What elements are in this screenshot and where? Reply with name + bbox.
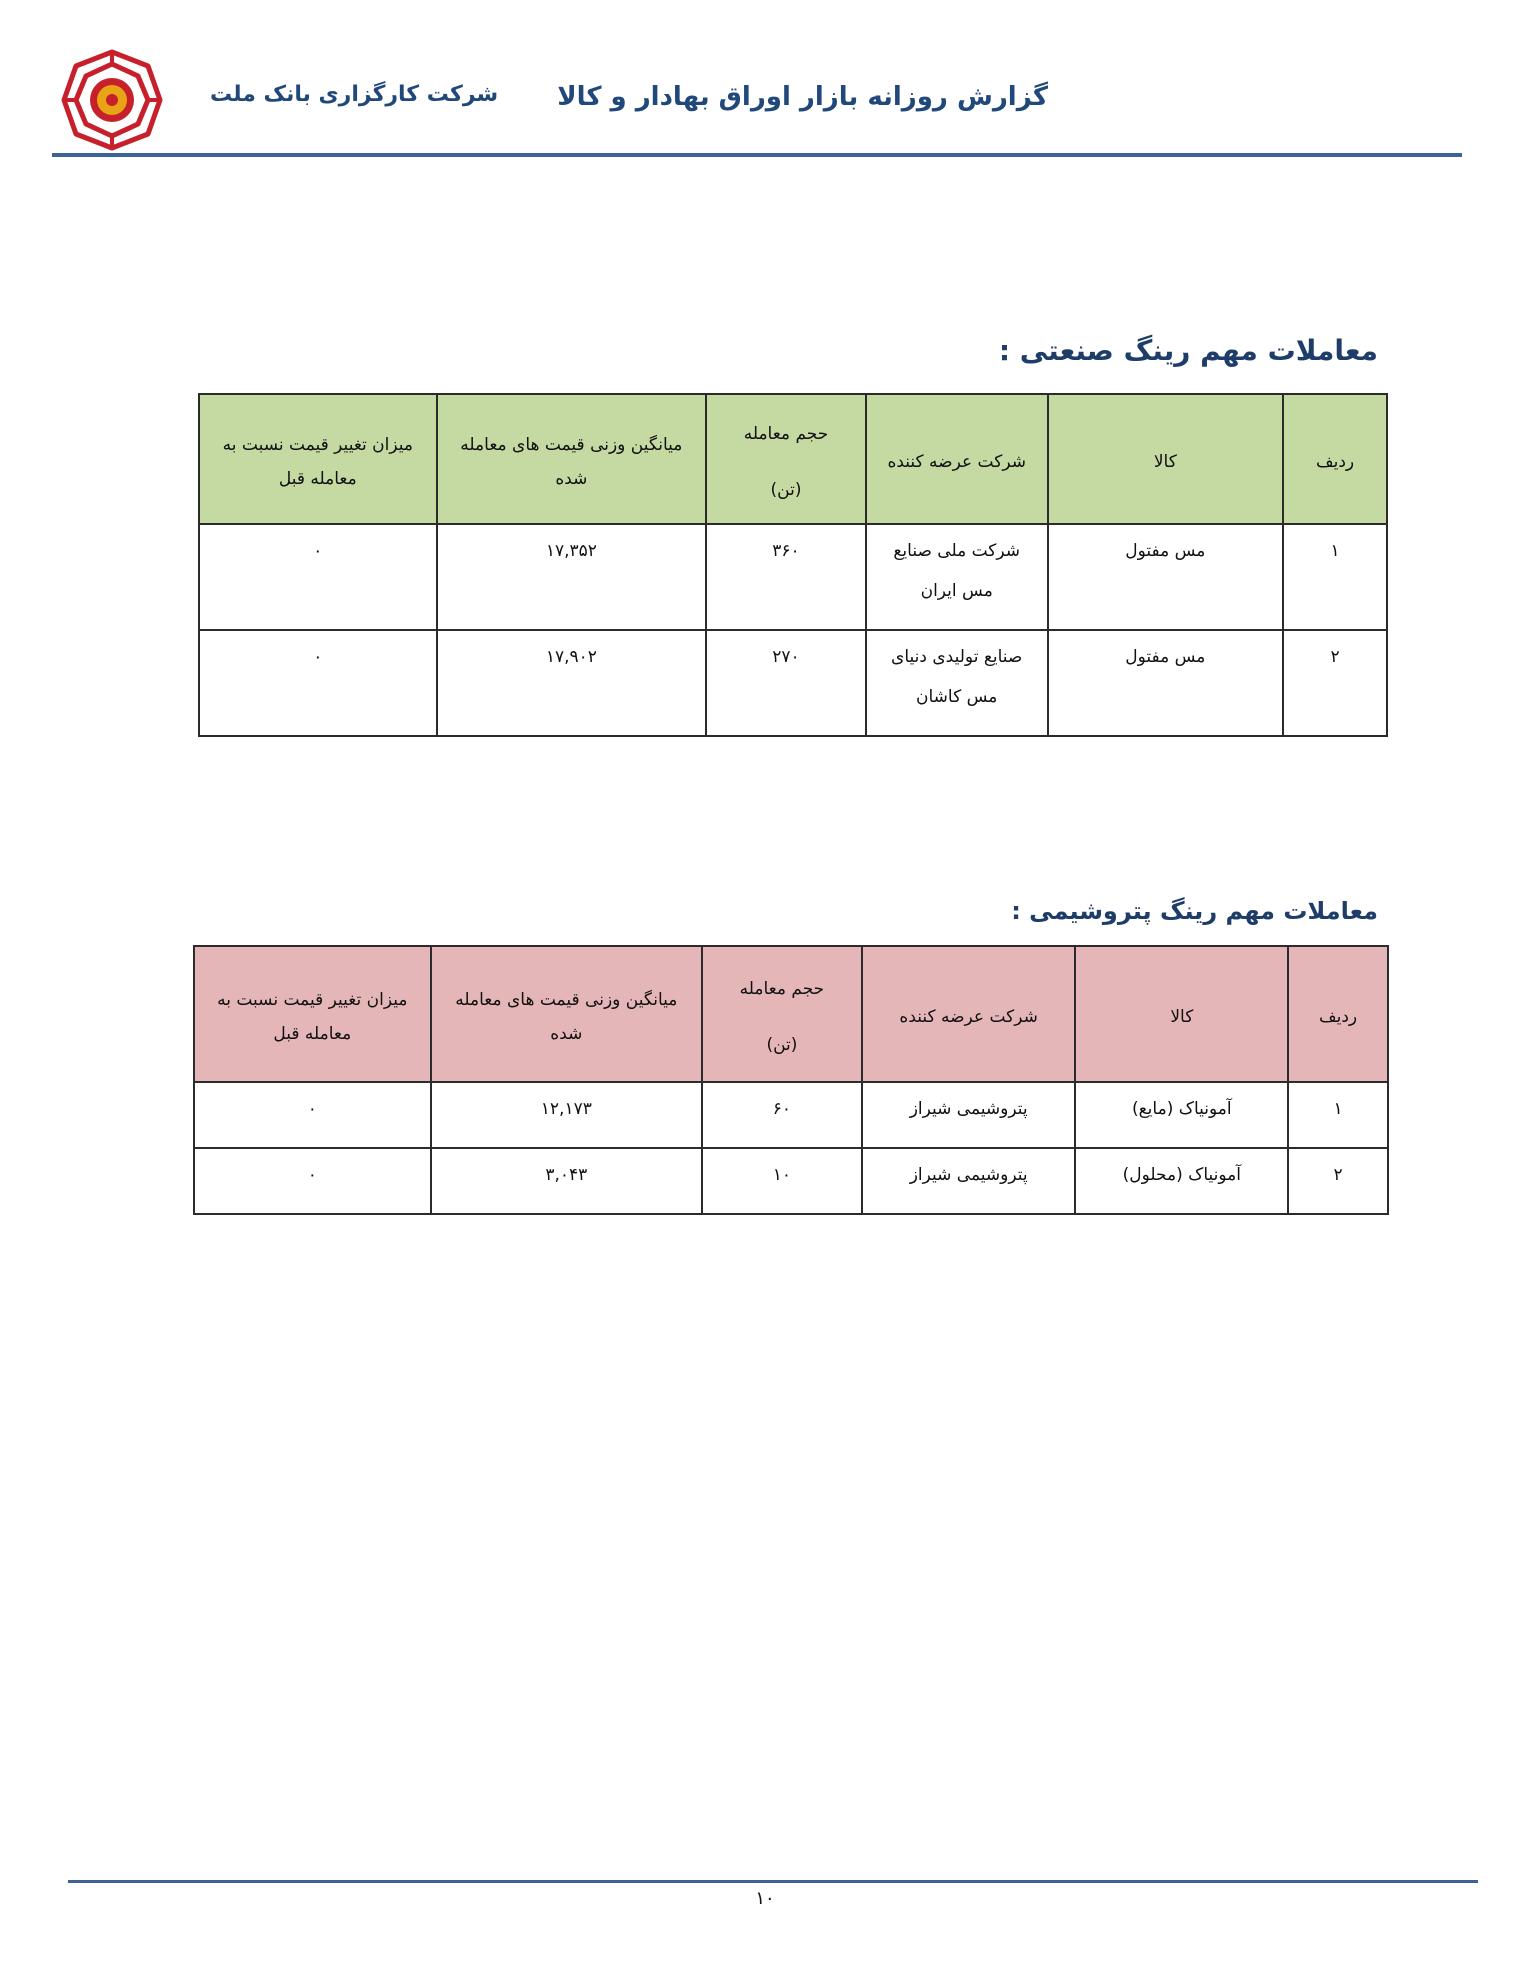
table-row (194, 1148, 1388, 1214)
volume-cell: ۱۰ (702, 1148, 862, 1214)
col-commodity-header: کالا (1075, 946, 1288, 1082)
col-row-header: ردیف (1288, 946, 1388, 1082)
table-header-row (199, 394, 1387, 524)
volume-cell: ۲۷۰ (706, 630, 866, 736)
supplier-cell: پتروشیمی شیراز (862, 1148, 1076, 1214)
col-change-header (199, 394, 437, 524)
petrochemical-trades-table (193, 945, 1389, 1215)
change-header-line1: میزان تغییر قیمت نسبت به (222, 435, 413, 455)
table-row (194, 1082, 1388, 1148)
commodity-cell: مس مفتول (1048, 524, 1284, 630)
supplier-line1: صنایع تولیدی دنیای (891, 647, 1023, 667)
col-row-header: ردیف (1283, 394, 1387, 524)
table-row (199, 630, 1387, 736)
industrial-section-title: معاملات مهم رینگ صنعتی : (998, 334, 1378, 367)
price-cell: ۳,۰۴۳ (431, 1148, 702, 1214)
price-header-line2: شده (550, 1024, 583, 1044)
volume-header-line2: (تن) (766, 1035, 798, 1055)
supplier-cell: پتروشیمی شیراز (862, 1082, 1076, 1148)
table-header-row (194, 946, 1388, 1082)
volume-cell: ۶۰ (702, 1082, 862, 1148)
row-number: ۲ (1283, 630, 1387, 736)
supplier-cell (866, 524, 1048, 630)
col-supplier-header: شرکت عرضه کننده (866, 394, 1048, 524)
report-title: گزارش روزانه بازار اوراق بهادار و کالا (557, 82, 1048, 112)
col-volume-header (706, 394, 866, 524)
change-cell: ۰ (199, 524, 437, 630)
change-header-line1: میزان تغییر قیمت نسبت به (217, 990, 408, 1010)
supplier-line2: مس کاشان (916, 687, 998, 707)
col-price-header (437, 394, 707, 524)
page-number: ۱۰ (755, 1888, 775, 1909)
footer-divider (68, 1880, 1478, 1883)
commodity-cell: مس مفتول (1048, 630, 1284, 736)
col-change-header (194, 946, 431, 1082)
col-supplier-header: شرکت عرضه کننده (862, 946, 1076, 1082)
supplier-line2: مس ایران (920, 581, 993, 601)
commodity-cell: آمونیاک (محلول) (1075, 1148, 1288, 1214)
volume-header-line2: (تن) (770, 480, 802, 500)
table-row (199, 524, 1387, 630)
price-header-line1: میانگین وزنی قیمت های معامله (460, 435, 683, 455)
supplier-cell (866, 630, 1048, 736)
price-cell: ۱۷,۹۰۲ (437, 630, 707, 736)
industrial-trades-table (198, 393, 1388, 737)
change-cell: ۰ (194, 1148, 431, 1214)
row-number: ۱ (1283, 524, 1387, 630)
company-logo (60, 48, 164, 152)
col-volume-header (702, 946, 862, 1082)
volume-header-line1: حجم معامله (739, 979, 825, 999)
col-commodity-header: کالا (1048, 394, 1284, 524)
price-header-line1: میانگین وزنی قیمت های معامله (455, 990, 678, 1010)
price-cell: ۱۷,۳۵۲ (437, 524, 707, 630)
company-name: شرکت کارگزاری بانک ملت (210, 82, 499, 107)
header-divider (52, 153, 1462, 157)
change-header-line2: معامله قبل (273, 1024, 352, 1044)
price-header-line2: شده (555, 469, 588, 489)
col-price-header (431, 946, 702, 1082)
row-number: ۱ (1288, 1082, 1388, 1148)
change-header-line2: معامله قبل (278, 469, 357, 489)
change-cell: ۰ (194, 1082, 431, 1148)
supplier-line1: شرکت ملی صنایع (893, 541, 1021, 561)
commodity-cell: آمونیاک (مایع) (1075, 1082, 1288, 1148)
price-cell: ۱۲,۱۷۳ (431, 1082, 702, 1148)
petrochemical-section-title: معاملات مهم رینگ پتروشیمی : (1011, 897, 1378, 925)
volume-header-line1: حجم معامله (743, 424, 829, 444)
row-number: ۲ (1288, 1148, 1388, 1214)
volume-cell: ۳۶۰ (706, 524, 866, 630)
change-cell: ۰ (199, 630, 437, 736)
